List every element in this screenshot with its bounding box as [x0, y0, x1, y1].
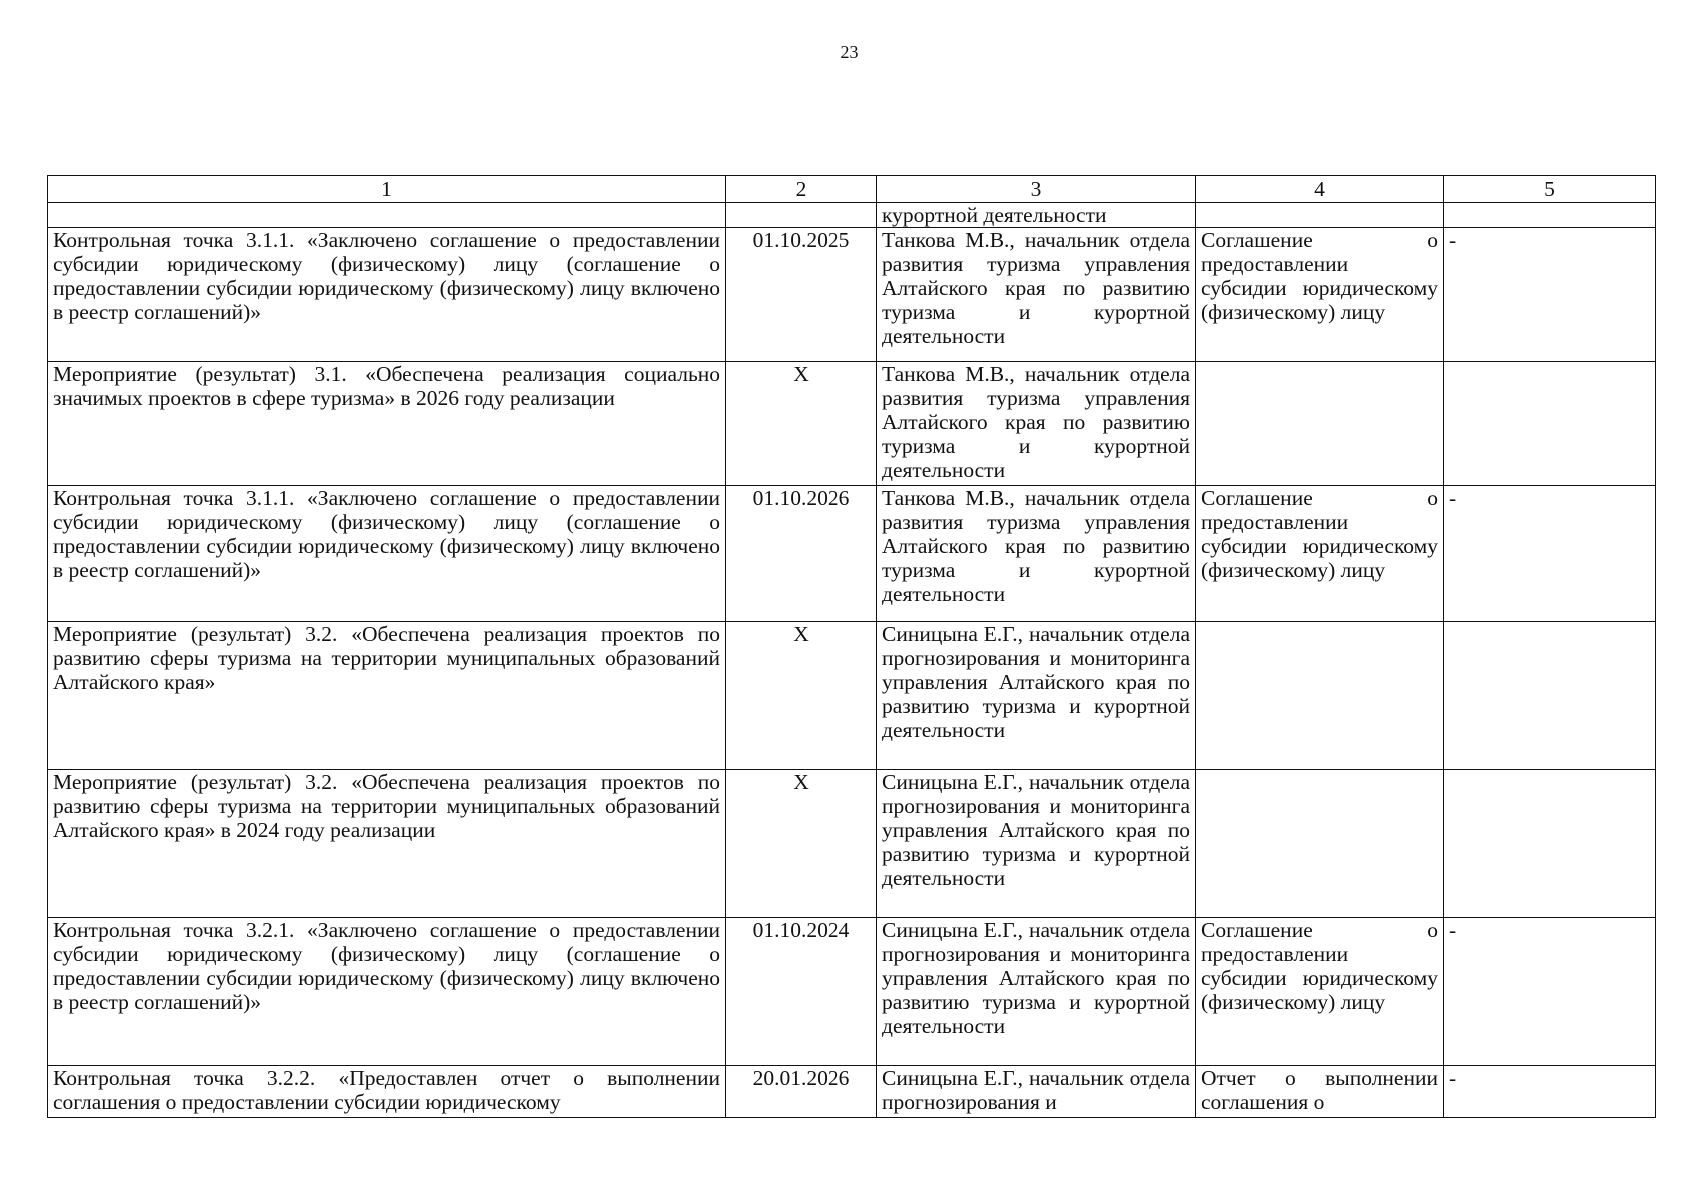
table-row-continuation: [48, 203, 1656, 228]
cell-event: Контрольная точка 3.1.1. «Заключено соглашение о предоставлении субсидии юридическому (физическому) лицу (соглашение о предоставлении субсидии юридическому (физическому) лицу включено в реестр соглашений)»: [48, 228, 726, 362]
cell-document: Соглашение о предоставлении субсидии юридическому (физическому) лицу: [1196, 918, 1444, 1066]
cell-document: [1196, 770, 1444, 918]
cell-note: -: [1444, 1066, 1656, 1118]
cell-note: -: [1444, 486, 1656, 622]
cell-note: -: [1444, 228, 1656, 362]
table-row: [48, 1066, 1656, 1118]
cell-note: [1444, 622, 1656, 770]
cell-responsible: курортной деятельности: [877, 203, 1196, 228]
cell-responsible: Танкова М.В., начальник отдела развития туризма управления Алтайского края по развитию туризма и курортной деятельности: [877, 362, 1196, 486]
header-cell-2: 2: [726, 176, 877, 203]
table-row: [48, 622, 1656, 770]
cell-responsible: Синицына Е.Г., начальник отдела прогнозирования и мониторинга управления Алтайского края по развитию туризма и курортной деятельности: [877, 918, 1196, 1066]
header-cell-4: 4: [1196, 176, 1444, 203]
table-row: [48, 362, 1656, 486]
cell-event: Мероприятие (результат) 3.2. «Обеспечена реализация проектов по развитию сферы туризма на территории муниципальных образований Алтайского края»: [48, 622, 726, 770]
cell-event: Контрольная точка 3.2.2. «Предоставлен отчет о выполнении соглашения о предоставлении субсидии юридическому: [48, 1066, 726, 1118]
cell-responsible: Танкова М.В., начальник отдела развития туризма управления Алтайского края по развитию туризма и курортной деятельности: [877, 228, 1196, 362]
cell-date: 01.10.2024: [726, 918, 877, 1066]
cell-event: [48, 203, 726, 228]
cell-document: [1196, 622, 1444, 770]
cell-document: Соглашение о предоставлении субсидии юридическому (физическому) лицу: [1196, 228, 1444, 362]
cell-note: -: [1444, 918, 1656, 1066]
table-row: [48, 486, 1656, 622]
cell-event: Контрольная точка 3.2.1. «Заключено соглашение о предоставлении субсидии юридическому (физическому) лицу (соглашение о предоставлении субсидии юридическому (физическому) лицу включено в реестр соглашений)»: [48, 918, 726, 1066]
cell-document: Соглашение о предоставлении субсидии юридическому (физическому) лицу: [1196, 486, 1444, 622]
plan-table: [47, 175, 1656, 1118]
header-cell-5: 5: [1444, 176, 1656, 203]
cell-date: X: [726, 362, 877, 486]
cell-date: [726, 203, 877, 228]
cell-date: 01.10.2025: [726, 228, 877, 362]
table-row: [48, 770, 1656, 918]
cell-document: Отчет о выполнении соглашения о: [1196, 1066, 1444, 1118]
cell-responsible: Танкова М.В., начальник отдела развития туризма управления Алтайского края по развитию туризма и курортной деятельности: [877, 486, 1196, 622]
cell-event: Мероприятие (результат) 3.2. «Обеспечена реализация проектов по развитию сферы туризма на территории муниципальных образований Алтайского края» в 2024 году реализации: [48, 770, 726, 918]
cell-note: [1444, 203, 1656, 228]
cell-responsible: Синицына Е.Г., начальник отдела прогнозирования и мониторинга управления Алтайского края по развитию туризма и курортной деятельности: [877, 622, 1196, 770]
cell-responsible: Синицына Е.Г., начальник отдела прогнозирования и мониторинга управления Алтайского края по развитию туризма и курортной деятельности: [877, 770, 1196, 918]
cell-event: Мероприятие (результат) 3.1. «Обеспечена реализация социально значимых проектов в сфере туризма» в 2026 году реализации: [48, 362, 726, 486]
cell-document: [1196, 362, 1444, 486]
table-row: [48, 918, 1656, 1066]
cell-date: 01.10.2026: [726, 486, 877, 622]
cell-note: [1444, 362, 1656, 486]
header-cell-1: 1: [48, 176, 726, 203]
cell-date: X: [726, 622, 877, 770]
table-row: [48, 228, 1656, 362]
cell-document: [1196, 203, 1444, 228]
cell-date: 20.01.2026: [726, 1066, 877, 1118]
header-cell-3: 3: [877, 176, 1196, 203]
cell-responsible: Синицына Е.Г., начальник отдела прогнозирования и: [877, 1066, 1196, 1118]
cell-note: [1444, 770, 1656, 918]
cell-event: Контрольная точка 3.1.1. «Заключено соглашение о предоставлении субсидии юридическому (физическому) лицу (соглашение о предоставлении субсидии юридическому (физическому) лицу включено в реестр соглашений)»: [48, 486, 726, 622]
page-number: 23: [840, 42, 859, 62]
table-header-row: [48, 176, 1656, 203]
cell-date: X: [726, 770, 877, 918]
